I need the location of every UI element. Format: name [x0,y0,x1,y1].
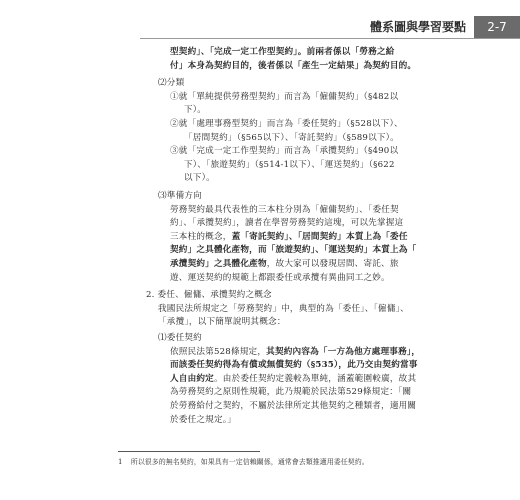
chapter-title: 體系圖與學習要點 [369,20,466,34]
preparation-paragraph [170,204,416,286]
text-line [170,359,420,373]
bold-text: 型契約」、「完成一定工作型契約」。前兩者係以「勞務之給 [170,47,395,57]
plain-text: 依照民法第528條規定， [170,346,267,357]
text-line [170,231,416,245]
section-heading-concepts: 2. 委任、僱傭、承攬契約之概念 [146,290,272,301]
intro-paragraph [170,46,416,73]
list-item-continued: 以下）。 [184,173,215,184]
plain-text: 為勞務契約之原則性規範 [170,387,267,398]
plain-text: 。由於委任契約定義較為單純，涵蓋範圍較廣，故其 [213,373,417,384]
header-rule [140,38,520,39]
plain-text: ，故大家可以發現居間、寄託、旅 [266,258,399,269]
list-item-continued: 「居間契約」（§565以下）、「寄託契約」（§589以下）。 [184,132,399,143]
text-line [170,258,416,272]
text-line: 「承攬」，以下簡單說明其概念： [158,317,286,328]
text-line: 約」、「承攬契約」，讀者在學習勞務契約這塊，可以先掌握這 [170,218,404,229]
text-line: 遊、運送契約的規範上都跟委任或承攬有異曲同工之妙。 [170,272,390,283]
text-line [170,373,420,387]
classification-list [170,91,403,186]
section-heading-preparation: ⑶準備方向 [158,191,202,201]
text-line [170,346,420,360]
footnote [118,457,369,467]
plain-text: ，此乃規範於民法第529條規定：「關 [266,387,412,398]
section-heading-mandate: ⑴委任契約 [158,333,202,343]
text-line: 於委任之規定。」 [170,414,237,425]
text-line: 於勞務給付之契約，不屬於法律所定其他契約之種類者，適用關 [170,400,417,411]
text-line [170,386,420,400]
text-line: 勞務契約最具代表性的三本柱分別為「僱傭契約」、「委任契 [170,204,399,215]
footnote-rule [118,451,260,452]
text-line [170,60,416,74]
running-header [370,16,520,38]
section-heading-classification: ⑵分類 [158,78,185,89]
text-line [170,244,416,258]
page-number-badge: 2-7 [474,16,520,38]
list-item: ③就「完成一定工作型契約」而言為「承攬契約」（§490以 [170,146,399,157]
bold-text: 其契約內容為「一方為他方處理事務」， [266,346,421,357]
text-line [170,46,416,60]
list-item-continued: 下）、「旅遊契約」（§514-1以下）、「運送契約」（§622 [184,159,395,170]
plain-text: 三本柱的概念， [170,231,232,242]
bold-text: 付」本身為契約目的，後者係以「產生一定結果」為契約目的。 [170,60,417,71]
bold-text: 而該委任契約得為有償或無償契約（§535），此乃交由契約當事 [170,360,418,371]
concepts-paragraph [158,303,409,330]
text-line: 我國民法所規定之「勞務契約」中，典型的為「委任」、「僱傭」、 [158,303,409,314]
list-item: ①就「單純提供勞務型契約」而言為「僱傭契約」（§482以 [170,91,399,102]
footnote-text: 所以很多的無名契約，如果具有一定信賴關係，通常會去類推適用委任契約。 [130,458,369,466]
bold-text: 蓋「寄託契約」、「居間契約」本質上為「委任 [231,231,408,242]
footnote-marker: 1 [118,458,123,466]
bold-text: 契約」之具體化產物，而「旅遊契約」、「運送契約」本質上為「 [170,245,417,256]
bold-text: 承攬契約」之具體化產物 [170,258,267,269]
mandate-paragraph [170,346,420,428]
list-item: ②就「處理事務型契約」而言為「委任契約」（§528以下）、 [170,118,403,129]
bold-text: 人自由約定 [170,373,214,384]
list-item-continued: 下）。 [184,105,207,116]
